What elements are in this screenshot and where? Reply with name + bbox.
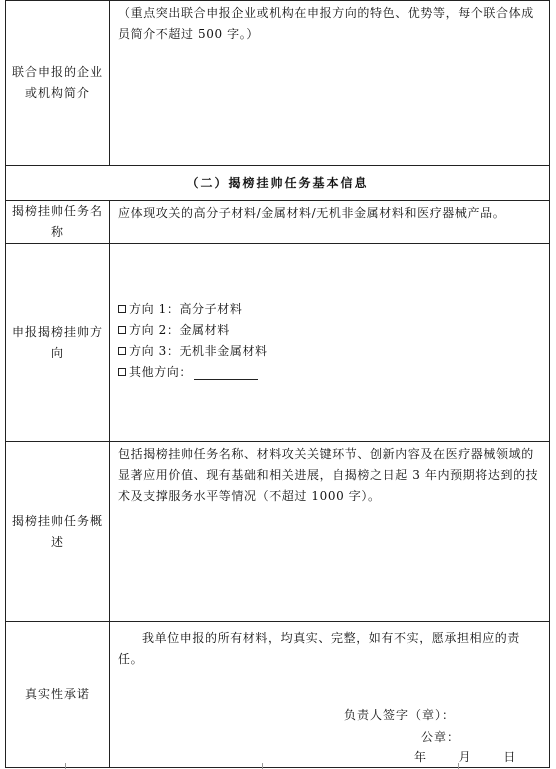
seal-label: 公章： xyxy=(421,730,461,744)
overview-label: 揭榜挂帅任务概述 xyxy=(6,442,110,622)
task-name-text: 应体现攻关的高分子材料/金属材料/无机非金属材料和医疗器械产品。 xyxy=(110,201,550,244)
direction-row xyxy=(6,244,550,442)
page-corner-mark xyxy=(262,763,263,769)
direction-label: 申报揭榜挂帅方向 xyxy=(6,244,110,442)
page-corner-mark xyxy=(458,763,459,769)
intro-label: 联合申报的企业或机构简介 xyxy=(6,1,110,166)
checkbox-icon[interactable] xyxy=(118,305,126,313)
task-name-row xyxy=(6,201,550,244)
commitment-text: 我单位申报的所有材料，均真实、完整，如有不实，愿承担相应的责任。 xyxy=(118,631,521,666)
checkbox-icon[interactable] xyxy=(118,368,126,376)
direction-option-2[interactable] xyxy=(118,320,541,341)
direction-option-other[interactable] xyxy=(118,362,541,383)
intro-row xyxy=(6,1,550,166)
direction-option-label: 方向 2：金属材料 xyxy=(129,322,230,337)
signer-line xyxy=(344,706,455,723)
page-corner-mark xyxy=(65,763,66,769)
other-direction-blank[interactable] xyxy=(194,365,258,380)
signer-label: 负责人签字（章）： xyxy=(344,708,456,722)
direction-option-3[interactable] xyxy=(118,341,541,362)
direction-other-label: 其他方向： xyxy=(129,364,193,379)
intro-text: （重点突出联合申报企业或机构在申报方向的特色、优势等，每个联合体成员简介不超过 500 字。） xyxy=(110,1,550,166)
overview-text: 包括揭榜挂帅任务名称、材料攻关关键环节、创新内容及在医疗器械领域的显著应用价值、现有基础和相关进展，自揭榜之日起 3 年内预期将达到的技术及支撑服务水平等情况（不超过 1000 字）。 xyxy=(110,442,550,622)
commitment-row xyxy=(6,622,550,768)
date-line xyxy=(414,748,516,765)
section-heading: （二）揭榜挂帅任务基本信息 xyxy=(6,166,550,201)
checkbox-icon[interactable] xyxy=(118,326,126,334)
direction-option-label: 方向 1：高分子材料 xyxy=(129,301,243,316)
overview-row xyxy=(6,442,550,622)
date-day: 日 xyxy=(503,750,517,764)
application-form-table xyxy=(5,0,550,768)
direction-option-1[interactable] xyxy=(118,299,541,320)
date-month: 月 xyxy=(458,750,472,764)
date-year: 年 xyxy=(414,750,428,764)
checkbox-icon[interactable] xyxy=(118,347,126,355)
direction-options xyxy=(110,244,550,442)
section-heading-row xyxy=(6,166,550,201)
seal-line xyxy=(421,728,460,745)
commitment-label: 真实性承诺 xyxy=(6,622,110,768)
commitment-cell xyxy=(110,622,550,768)
task-name-label: 揭榜挂帅任务名称 xyxy=(6,201,110,244)
direction-option-label: 方向 3：无机非金属材料 xyxy=(129,343,268,358)
